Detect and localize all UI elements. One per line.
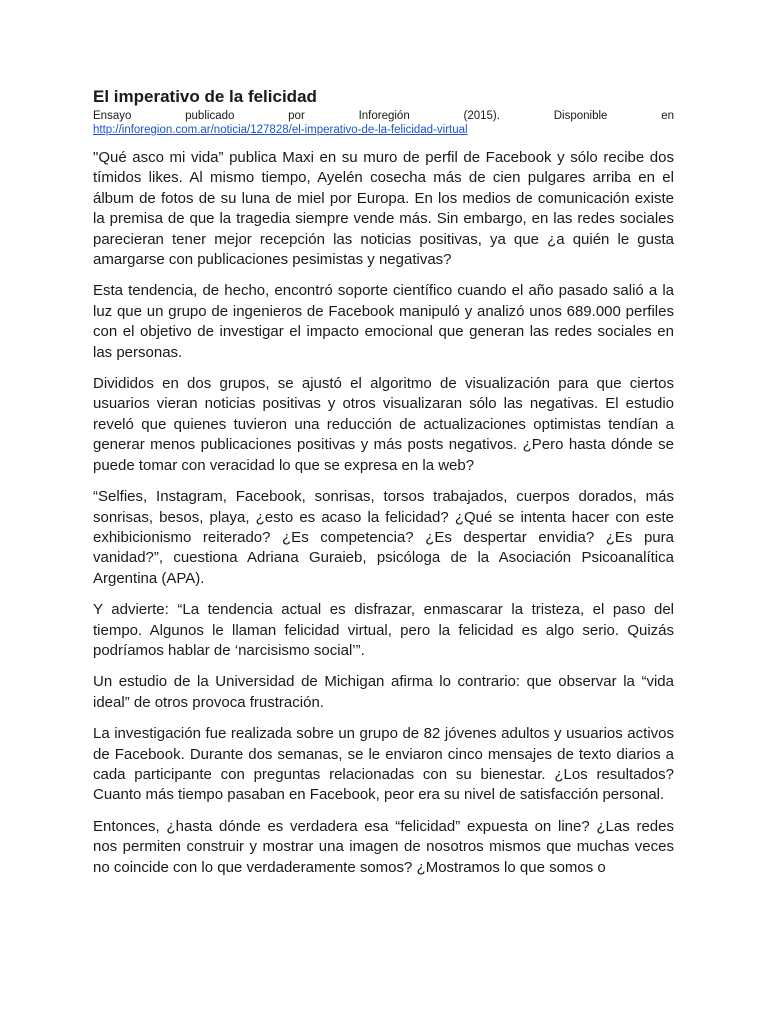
paragraph: Esta tendencia, de hecho, encontró soporte científico cuando el año pasado salió a la luz que un grupo de ingenieros de Facebook manipuló y analizó unos 689.000 perfiles con el objetivo de investigar el impacto emocional que generan las redes sociales en las personas. [93, 282, 674, 361]
source-word: (2015). [463, 110, 500, 122]
paragraph: Entonces, ¿hasta dónde es verdadera esa “felicidad” expuesta on line? ¿Las redes nos permiten construir y mostrar una imagen de nosotros mismos que muchas veces no coincide con lo que verdaderamente somos? ¿Mostramos lo que somos o [93, 817, 674, 876]
source-word: por [288, 110, 305, 122]
source-link[interactable]: http://inforegion.com.ar/noticia/127828/el-imperativo-de-la-felicidad-virtual [93, 124, 468, 136]
source-word: en [661, 110, 674, 122]
paragraph: "Qué asco mi vida” publica Maxi en su muro de perfil de Facebook y sólo recibe dos tímidos likes. Al mismo tiempo, Ayelén cosecha más de cien pulgares arriba en el álbum de fotos de su luna de miel por Europa. En los medios de comunicación existe la premisa de que la tragedia siempre vende más. Sin embargo, en las redes sociales parecieran tener mejor recepción las noticias positivas, ya que ¿a quién le gusta amargarse con publicaciones pesimistas y negativas? [93, 149, 674, 269]
paragraph: Divididos en dos grupos, se ajustó el algoritmo de visualización para que ciertos usuarios vieran noticias positivas y otros visualizaran sólo las negativas. El estudio reveló que quienes tuvieron una reducción de actualizaciones optimistas tendían a generar menos publicaciones positivas y más posts negativos. ¿Pero hasta dónde se puede tomar con veracidad lo que se expresa en la web? [93, 375, 674, 474]
paragraph: “Selfies, Instagram, Facebook, sonrisas, torsos trabajados, cuerpos dorados, más sonrisas, besos, playa, ¿esto es acaso la felicidad? ¿Qué se intenta hacer con este exhibicionismo reiterado? ¿Es competencia? ¿Es despertar envidia? ¿Es pura vanidad?”, cuestiona Adriana Guraieb, psicóloga de la Asociación Psicoanalítica Argentina (APA). [93, 488, 674, 587]
document-title: El imperativo de la felicidad [93, 87, 317, 106]
paragraph: Y advierte: “La tendencia actual es disfrazar, enmascarar la tristeza, el paso del tiempo. Algunos le llaman felicidad virtual, pero la felicidad es algo serio. Quizás podríamos hablar de ‘narcisismo social’”. [93, 601, 674, 659]
source-citation [93, 109, 674, 137]
paragraph: La investigación fue realizada sobre un grupo de 82 jóvenes adultos y usuarios activos de Facebook. Durante dos semanas, se le enviaron cinco mensajes de texto diarios a cada participante con preguntas relacionadas con su bienestar. ¿Los resultados? Cuanto más tiempo pasaban en Facebook, peor era su nivel de satisfacción personal. [93, 725, 674, 804]
source-line [93, 109, 674, 123]
source-word: Inforegión [358, 110, 410, 122]
paragraph: Un estudio de la Universidad de Michigan afirma lo contrario: que observar la “vida ideal” de otros provoca frustración. [93, 673, 674, 711]
source-word: Disponible [553, 110, 608, 122]
document-page [93, 86, 674, 889]
source-word: publicado [185, 110, 235, 122]
source-word: Ensayo [93, 110, 132, 122]
